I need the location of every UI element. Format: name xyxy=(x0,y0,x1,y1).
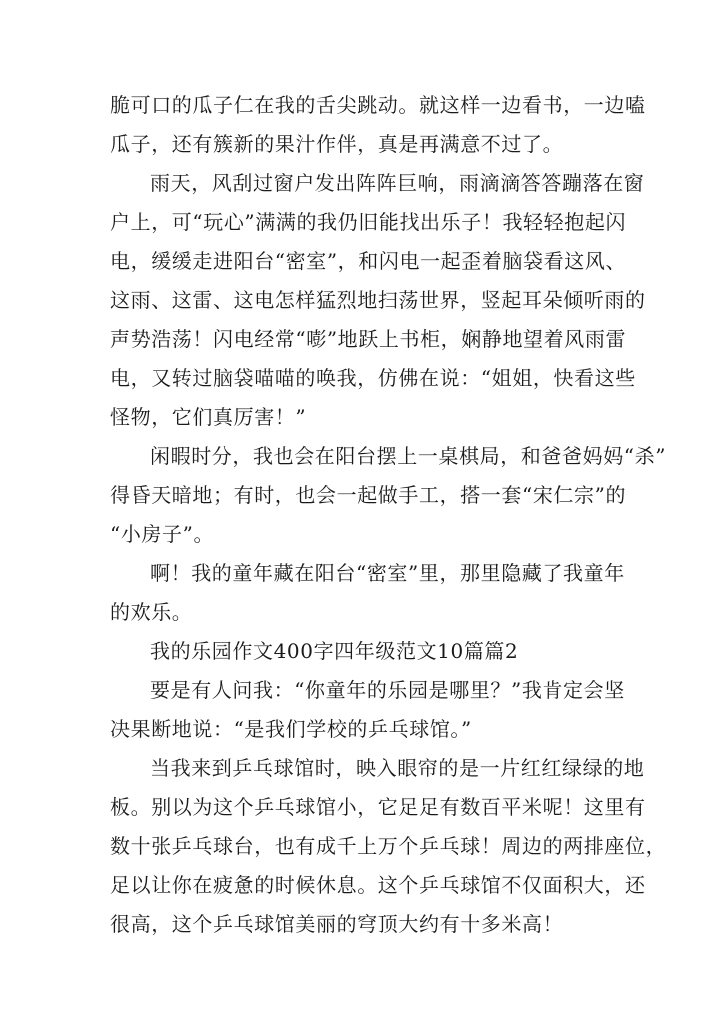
text-line: 决果断地说：“是我们学校的乒乓球馆。” xyxy=(110,717,472,741)
text-line: 足以让你在疲惫的时候休息。这个乒乓球馆不仅面积大，还 xyxy=(110,873,646,897)
text-line: 脆可口的瓜子仁在我的舌尖跳动。就这样一边看书，一边嗑 xyxy=(110,93,646,117)
text-line: “小房子”。 xyxy=(110,522,215,546)
text-line: 很高，这个乒乓球馆美丽的穹顶大约有十多米高！ xyxy=(110,912,564,936)
text-line: 这雨、这雷、这电怎样猛烈地扫荡世界，竖起耳朵倾听雨的 xyxy=(110,288,646,312)
paragraph-start-line: 雨天，风刮过窗户发出阵阵巨响，雨滴滴答答蹦落在窗 xyxy=(150,171,645,195)
paragraph-start-line: 闲暇时分，我也会在阳台摆上一桌棋局，和爸爸妈妈“杀” xyxy=(150,444,667,468)
text-line: 电，又转过脑袋喵喵的唤我，仿佛在说：“姐姐，快看这些 xyxy=(110,366,636,390)
body-text xyxy=(110,86,667,944)
text-line: 怪物，它们真厉害！” xyxy=(110,405,307,429)
text-line: 板。别以为这个乒乓球馆小，它足足有数百平米呢！这里有 xyxy=(110,795,646,819)
text-line: 得昏天暗地；有时，也会一起做手工，搭一套“宋仁宗”的 xyxy=(110,483,627,507)
text-line: 声势浩荡！闪电经常“嘭”地跃上书柜，娴静地望着风雨雷 xyxy=(110,327,627,351)
text-line: 的欢乐。 xyxy=(110,600,193,624)
paragraph-start-line: 当我来到乒乓球馆时，映入眼帘的是一片红红绿绿的地 xyxy=(150,756,645,780)
text-line: 瓜子，还有簇新的果汁作伴，真是再满意不过了。 xyxy=(110,132,564,156)
text-line: 数十张乒乓球台，也有成千上万个乒乓球！周边的两排座位， xyxy=(110,834,667,858)
section-heading: 我的乐园作文400字四年级范文10篇篇2 xyxy=(150,639,519,663)
paragraph-start-line: 啊！我的童年藏在阳台“密室”里，那里隐藏了我童年 xyxy=(150,561,625,585)
paragraph-start-line: 要是有人问我：“你童年的乐园是哪里？”我肯定会坚 xyxy=(150,678,625,702)
text-line: 电，缓缓走进阳台“密室”，和闪电一起歪着脑袋看这风、 xyxy=(110,249,627,273)
text-line: 户上，可“玩心”满满的我仍旧能找出乐子！我轻轻抱起闪 xyxy=(110,210,627,234)
